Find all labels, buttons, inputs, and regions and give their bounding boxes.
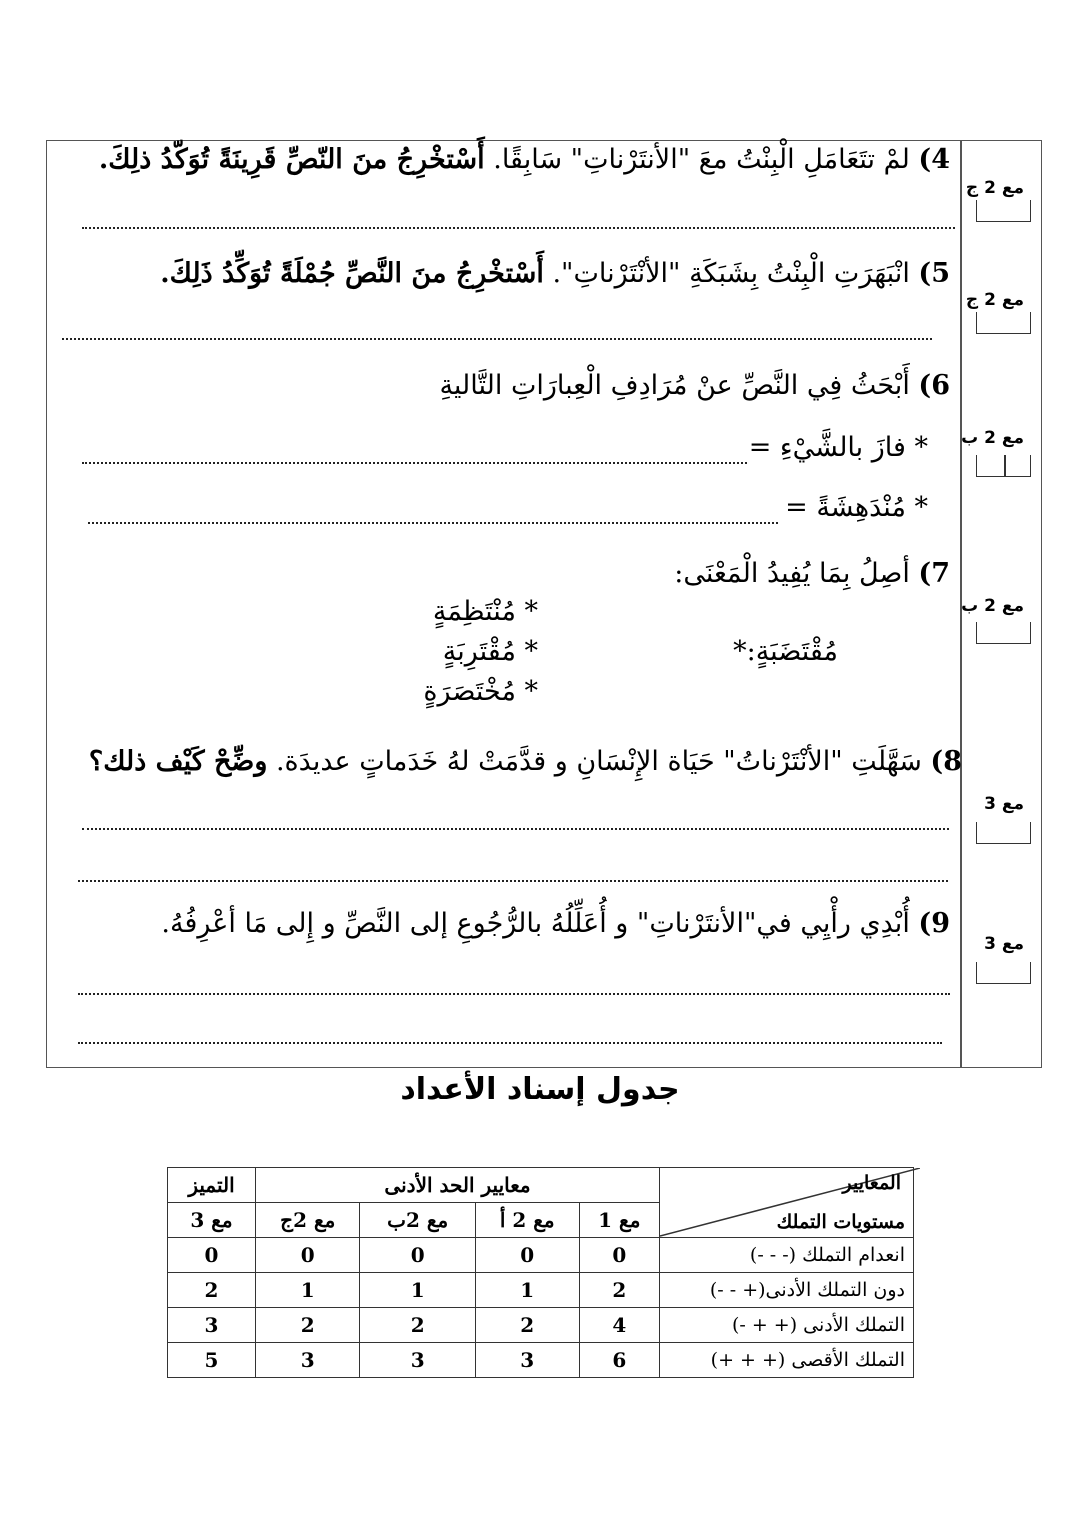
answer-line[interactable] [78, 1042, 942, 1044]
cell: 3 [475, 1343, 579, 1378]
match-option-1[interactable]: * مُنْتَظِمَةٍ [432, 596, 538, 627]
score-box[interactable] [976, 962, 1031, 984]
row-label: انعدام التملك (- - -) [660, 1238, 914, 1273]
question-4 [99, 144, 950, 175]
table-row [168, 1238, 914, 1273]
match-left-item[interactable]: مُقْتَضَبَةٍ:* [733, 636, 838, 667]
question-9 [161, 908, 950, 939]
question-text: انْبَهَرَتِ الْبِنْتُ بِشَبَكَةِ "الأنْتَرْناتِ". [543, 258, 910, 289]
col-header: مع 2ب [360, 1203, 475, 1238]
question-text: أَبْحَثُ فِي النَّصِّ عنْ مُرَادِفِ الْعِبارَاتِ التَّاليةِ [439, 370, 910, 401]
question-text: أُبْدِي رأْيِي في"الأنتَرْناتِ" و أُعَلِّلُهُ بالرُّجُوعِ إلى النَّصِّ و إِلى مَا أعْرِفُهُ. [161, 908, 910, 939]
cell: 0 [475, 1238, 579, 1273]
score-box-split[interactable] [976, 455, 1031, 477]
question-instruction: أَسْتخْرِجُ منَ النَّصِّ جُمْلَةً تُوَكِّدُ ذَلِكَ. [160, 258, 544, 289]
question-8 [89, 746, 962, 777]
cell: 2 [475, 1308, 579, 1343]
criterion-label: مع 3 [984, 794, 1024, 814]
min-criteria-header: معايير الحد الأدنى [256, 1168, 660, 1203]
cell: 4 [579, 1308, 659, 1343]
levels-header: مستويات التملك [776, 1211, 905, 1233]
cell: 0 [168, 1238, 256, 1273]
answer-line[interactable] [78, 993, 950, 995]
question-7 [674, 558, 950, 589]
col-header: مع 2 أ [475, 1203, 579, 1238]
row-label: دون التملك الأدنى(+ - -) [660, 1273, 914, 1308]
cell: 2 [256, 1308, 360, 1343]
answer-line[interactable] [78, 880, 948, 882]
cell: 0 [360, 1238, 475, 1273]
synonym-item-2: * مُنْدَهِشَةً = [785, 492, 928, 523]
cell: 3 [360, 1343, 475, 1378]
answer-line[interactable] [82, 828, 949, 830]
criterion-label: مع 2 ب [961, 428, 1024, 448]
question-number: 5) [918, 258, 950, 289]
criterion-label: مع 3 [984, 934, 1024, 954]
table-row [168, 1308, 914, 1343]
score-box[interactable] [976, 312, 1031, 334]
criterion-label: مع 2 ب [961, 596, 1024, 616]
cell: 0 [579, 1238, 659, 1273]
cell: 3 [256, 1343, 360, 1378]
cell: 3 [168, 1308, 256, 1343]
answer-line[interactable] [88, 522, 778, 524]
answer-line[interactable] [62, 338, 932, 340]
cell: 1 [256, 1273, 360, 1308]
question-5 [160, 258, 950, 289]
cell: 1 [360, 1273, 475, 1308]
cell: 0 [256, 1238, 360, 1273]
synonym-item-1: * فازَ بالشَّيْءِ = [748, 432, 928, 463]
criterion-label: مع 2 ج [965, 290, 1024, 310]
excellence-header: التميز [168, 1168, 256, 1203]
grading-table [167, 1167, 914, 1378]
answer-line[interactable] [82, 227, 955, 229]
question-number: 9) [918, 908, 950, 939]
question-text: سَهَّلَتِ "الأنْتَرْناتُ" حَيَاة الإِنْسَانِ و قدَّمَتْ لهُ خَدَماتٍ عديدَة. [267, 746, 922, 777]
criterion-label: مع 2 ج [965, 178, 1024, 198]
question-6 [439, 370, 950, 401]
diagonal-header-cell [660, 1168, 914, 1238]
question-number: 6) [918, 370, 950, 401]
score-box[interactable] [976, 200, 1031, 222]
question-number: 4) [918, 144, 950, 175]
question-number: 7) [918, 558, 950, 589]
cell: 2 [360, 1308, 475, 1343]
answer-line[interactable] [82, 462, 747, 464]
question-number: 8) [930, 746, 962, 777]
table-row [168, 1273, 914, 1308]
match-option-3[interactable]: * مُخْتَصَرَةٍ [423, 676, 538, 707]
table-row [168, 1343, 914, 1378]
question-instruction: أَسْتخْرِجُ منَ النّصِّ قَرِينَةً تُوَكّدُ ذلِكَ. [98, 144, 485, 175]
cell: 5 [168, 1343, 256, 1378]
row-label: التملك الأدنى (+ + -) [660, 1308, 914, 1343]
col-header: مع 1 [579, 1203, 659, 1238]
cell: 2 [168, 1273, 256, 1308]
cell: 1 [475, 1273, 579, 1308]
score-box[interactable] [976, 822, 1031, 844]
cell: 6 [579, 1343, 659, 1378]
col-header: مع 3 [168, 1203, 256, 1238]
col-header: مع 2ج [256, 1203, 360, 1238]
cell: 2 [579, 1273, 659, 1308]
grading-table-title: جدول إسناد الأعداد [400, 1072, 680, 1107]
match-option-2[interactable]: * مُقْتَرِبَةٍ [442, 636, 538, 667]
row-label: التملك الأقصى (+ + +) [660, 1343, 914, 1378]
score-box[interactable] [976, 622, 1031, 644]
question-instruction: وضِّحْ كَيْف ذلك؟ [88, 746, 268, 777]
question-text: لمْ تتَعَامَلِ الْبِنْتُ معَ "الأنتَرْناتِ" سَابِقًا. [484, 144, 910, 175]
question-text: أصِلُ بِمَا يُفِيدُ الْمَعْنَى: [674, 558, 910, 589]
criteria-header: المعايير [842, 1172, 901, 1194]
